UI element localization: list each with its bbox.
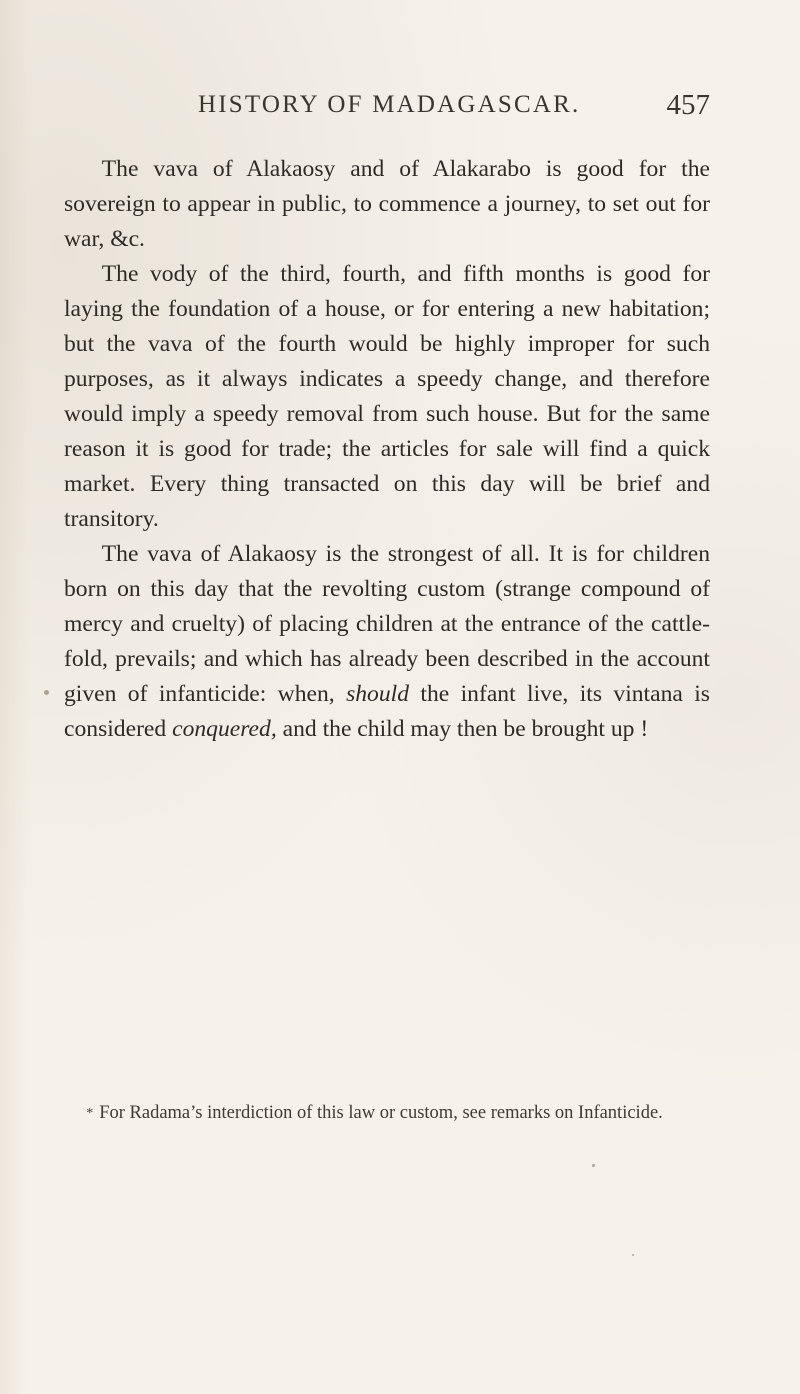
paragraph-2: The vody of the third, fourth, and fifth months is good for laying the foundation of a house, or for entering a new habitation; but the vava of the fourth would be highly improper for such purposes, as it always indicates a speedy change, and therefore would imply a speedy removal from such house. But for the same reason it is good for trade; the articles for sale will find a quick market. Every thing transacted on this day will be brief and transitory. [64, 261, 710, 532]
speck [44, 690, 49, 695]
paragraph-3 [64, 537, 710, 747]
speck [632, 1254, 634, 1256]
emphasis-conquered: conquered, [172, 716, 277, 742]
emphasis-should: should [346, 681, 410, 707]
speck [592, 1164, 595, 1167]
page-number: 457 [666, 89, 710, 121]
footnote-text: For Radama’s interdiction of this law or custom, see remarks on Infanticide. [99, 1103, 663, 1123]
paragraph-3-text-a: The vava of Alakaosy is the strongest of all. It is for children born on this day that the revolting custom (strange compound of mercy and cruelty) of placing children at the entrance of the cattle-fold, prevails; and which has already been described in the account given of infanticide: when, [64, 541, 710, 707]
footnote-mark: * [86, 1106, 94, 1121]
page-header [198, 91, 710, 131]
body-text [64, 152, 710, 747]
footnote-paragraph [64, 1100, 710, 1127]
footnote [64, 1100, 710, 1127]
running-head: HISTORY OF MADAGASCAR. [198, 91, 581, 118]
paragraph-3-text-b: the infant live, its vintana is considered [64, 681, 710, 742]
paragraph-1: The vava of Alakaosy and of Alakarabo is good for the sovereign to appear in public, to commence a journey, to set out for war, &c. [64, 156, 710, 252]
paragraph-3-text-c: and the child may then be brought up ! [282, 716, 649, 742]
